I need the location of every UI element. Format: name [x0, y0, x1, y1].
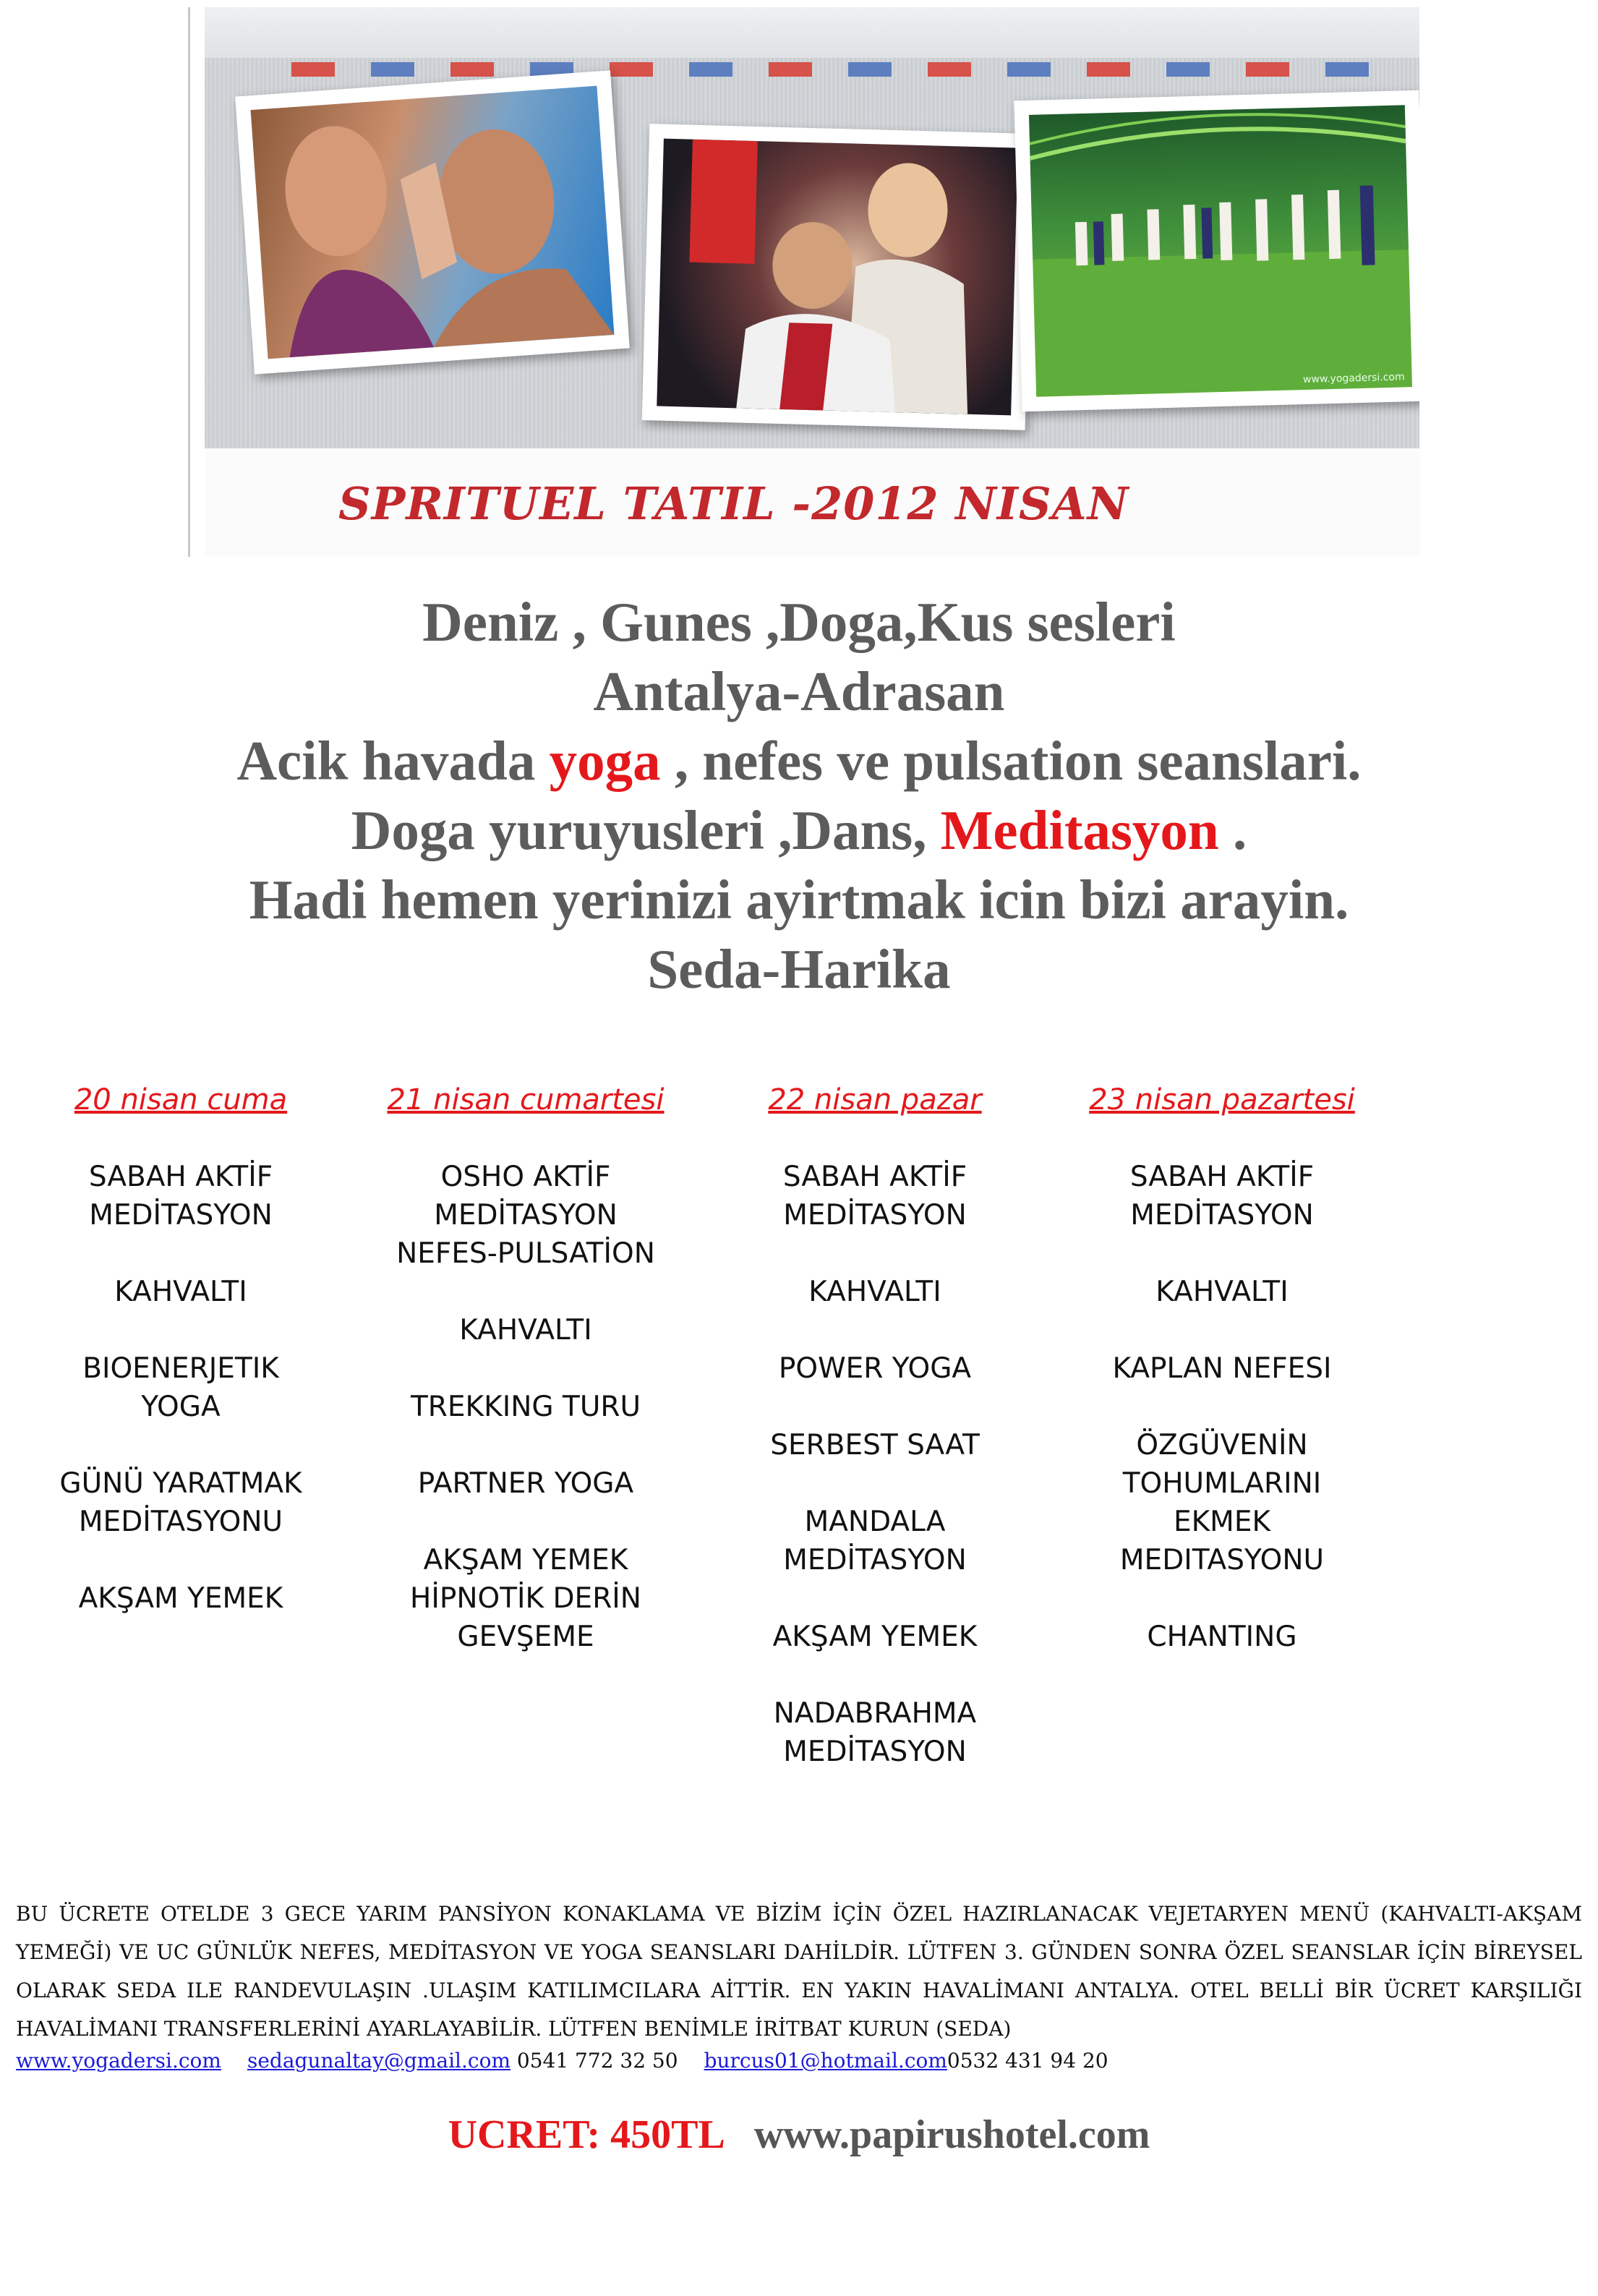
activity: GÜNÜ YARATMAK MEDİTASYONU [59, 1467, 302, 1538]
intro-text [0, 587, 1598, 1004]
intro-line-5: Hadi hemen yerinizi ayirtmak icin bizi arayin. [249, 869, 1349, 931]
intro-line-2: Antalya-Adrasan [593, 660, 1005, 722]
activity: KAPLAN NEFESI [1112, 1352, 1332, 1385]
activity: TREKKING TURU [410, 1391, 641, 1423]
activity: KAHVALTI [114, 1276, 247, 1308]
photo-outdoor-yoga-group-image [1029, 105, 1412, 396]
day-heading: 23 nisan pazartesi [1089, 1083, 1355, 1117]
activity: AKŞAM YEMEK [78, 1582, 283, 1615]
photo-dance-party [642, 124, 1033, 430]
activity: BIOENERJETIK YOGA [82, 1352, 279, 1423]
schedule-day-2 [367, 1081, 685, 1694]
photo-caption: www.yogadersi.com [1302, 371, 1405, 386]
schedule-day-3 [716, 1081, 1034, 1809]
email-link-burcu[interactable]: burcus01@hotmail.com [704, 2049, 947, 2073]
banner-title: SPRITUEL TATIL -2012 NISAN [338, 477, 1129, 530]
package-info-text: BU ÜCRETE OTELDE 3 GECE YARIM PANSİYON KONAKLAMA VE BİZİM İÇİN ÖZEL HAZIRLANACAK VEJETARYEN MENÜ (KAHVALTI-AKŞAM YEMEĞİ) VE UC GÜNLÜK NEFES, MEDİTASYON VE YOGA SEANSLARI DAHİLDİR. LÜTFEN 3. GÜNDEN SONRA ÖZEL SEANSLAR İÇİN BİREYSEL OLARAK SEDA ILE RANDEVULAŞIN .ULAŞIM KATILIMCILARA AİTTİR. EN YAKIN HAVALİMANI ANTALYA. OTEL BELLİ BİR ÜCRET KARŞILIĞI HAVALİMANI TRANSFERLERİNİ AYARLAYABİLİR. LÜTFEN BENİMLE İRİTBAT KURUN (SEDA) [16, 1902, 1582, 2041]
intro-line-1: Deniz , Gunes ,Doga,Kus sesleri [422, 591, 1176, 653]
photo-couple-yoga [235, 70, 630, 374]
intro-line-6: Seda-Harika [647, 938, 951, 1000]
email-link-seda[interactable]: sedagunaltay@gmail.com [247, 2049, 510, 2073]
activity: CHANTING [1147, 1621, 1297, 1653]
airmail-envelope-background [205, 7, 1419, 448]
activity: KAHVALTI [808, 1276, 941, 1308]
phone-seda: 0541 772 32 50 [510, 2049, 678, 2073]
activity: SABAH AKTİF MEDİTASYON [88, 1161, 273, 1232]
activity: PARTNER YOGA [417, 1467, 634, 1500]
intro-line-3 [0, 726, 1598, 795]
intro-line-4-post: . [1218, 799, 1247, 861]
intro-line-3-post: , nefes ve pulsation seanslari. [660, 730, 1362, 792]
activity: SABAH AKTİF MEDİTASYON [1129, 1161, 1315, 1232]
activity: ÖZGÜVENİN TOHUMLARINI EKMEK MEDITASYONU [1119, 1429, 1325, 1576]
airmail-stripe [291, 62, 1376, 77]
day-heading: 22 nisan pazar [768, 1083, 982, 1117]
photo-couple-yoga-image [251, 86, 615, 359]
phone-burcu: 0532 431 94 20 [947, 2049, 1108, 2073]
schedule-day-4 [1063, 1081, 1381, 1694]
activity: OSHO AKTİF MEDİTASYON NEFES-PULSATİON [396, 1161, 655, 1270]
banner [188, 7, 1419, 557]
photo-dance-party-image [657, 139, 1018, 416]
contact-line [16, 2044, 1582, 2078]
day-heading: 20 nisan cuma [74, 1083, 288, 1117]
website-link[interactable]: www.yogadersi.com [16, 2049, 221, 2073]
activity: POWER YOGA [778, 1352, 972, 1385]
activity: NADABRAHMA MEDİTASYON [773, 1697, 977, 1768]
activity: AKŞAM YEMEK [772, 1621, 978, 1653]
price-label: UCRET: 450TL [448, 2112, 725, 2157]
intro-line-4 [0, 795, 1598, 865]
photo-outdoor-yoga-group [1014, 90, 1419, 412]
day-heading: 21 nisan cumartesi [387, 1083, 665, 1117]
intro-line-4-pre: Doga yuruyusleri ,Dans, [351, 799, 941, 861]
activity: SABAH AKTİF MEDİTASYON [782, 1161, 967, 1232]
activity: SERBEST SAAT [770, 1429, 980, 1461]
intro-line-3-pre: Acik havada [236, 730, 550, 792]
activity: AKŞAM YEMEK HİPNOTİK DERİN GEVŞEME [410, 1544, 641, 1653]
activity: KAHVALTI [1155, 1276, 1289, 1308]
schedule-day-1 [22, 1081, 340, 1656]
highlight-meditasyon: Meditasyon [940, 799, 1219, 861]
activity: KAHVALTI [459, 1314, 592, 1347]
hotel-website: www.papirushotel.com [753, 2112, 1150, 2157]
activity: MANDALA MEDİTASYON [783, 1506, 967, 1576]
price-line [0, 2112, 1598, 2158]
highlight-yoga: yoga [549, 730, 661, 792]
